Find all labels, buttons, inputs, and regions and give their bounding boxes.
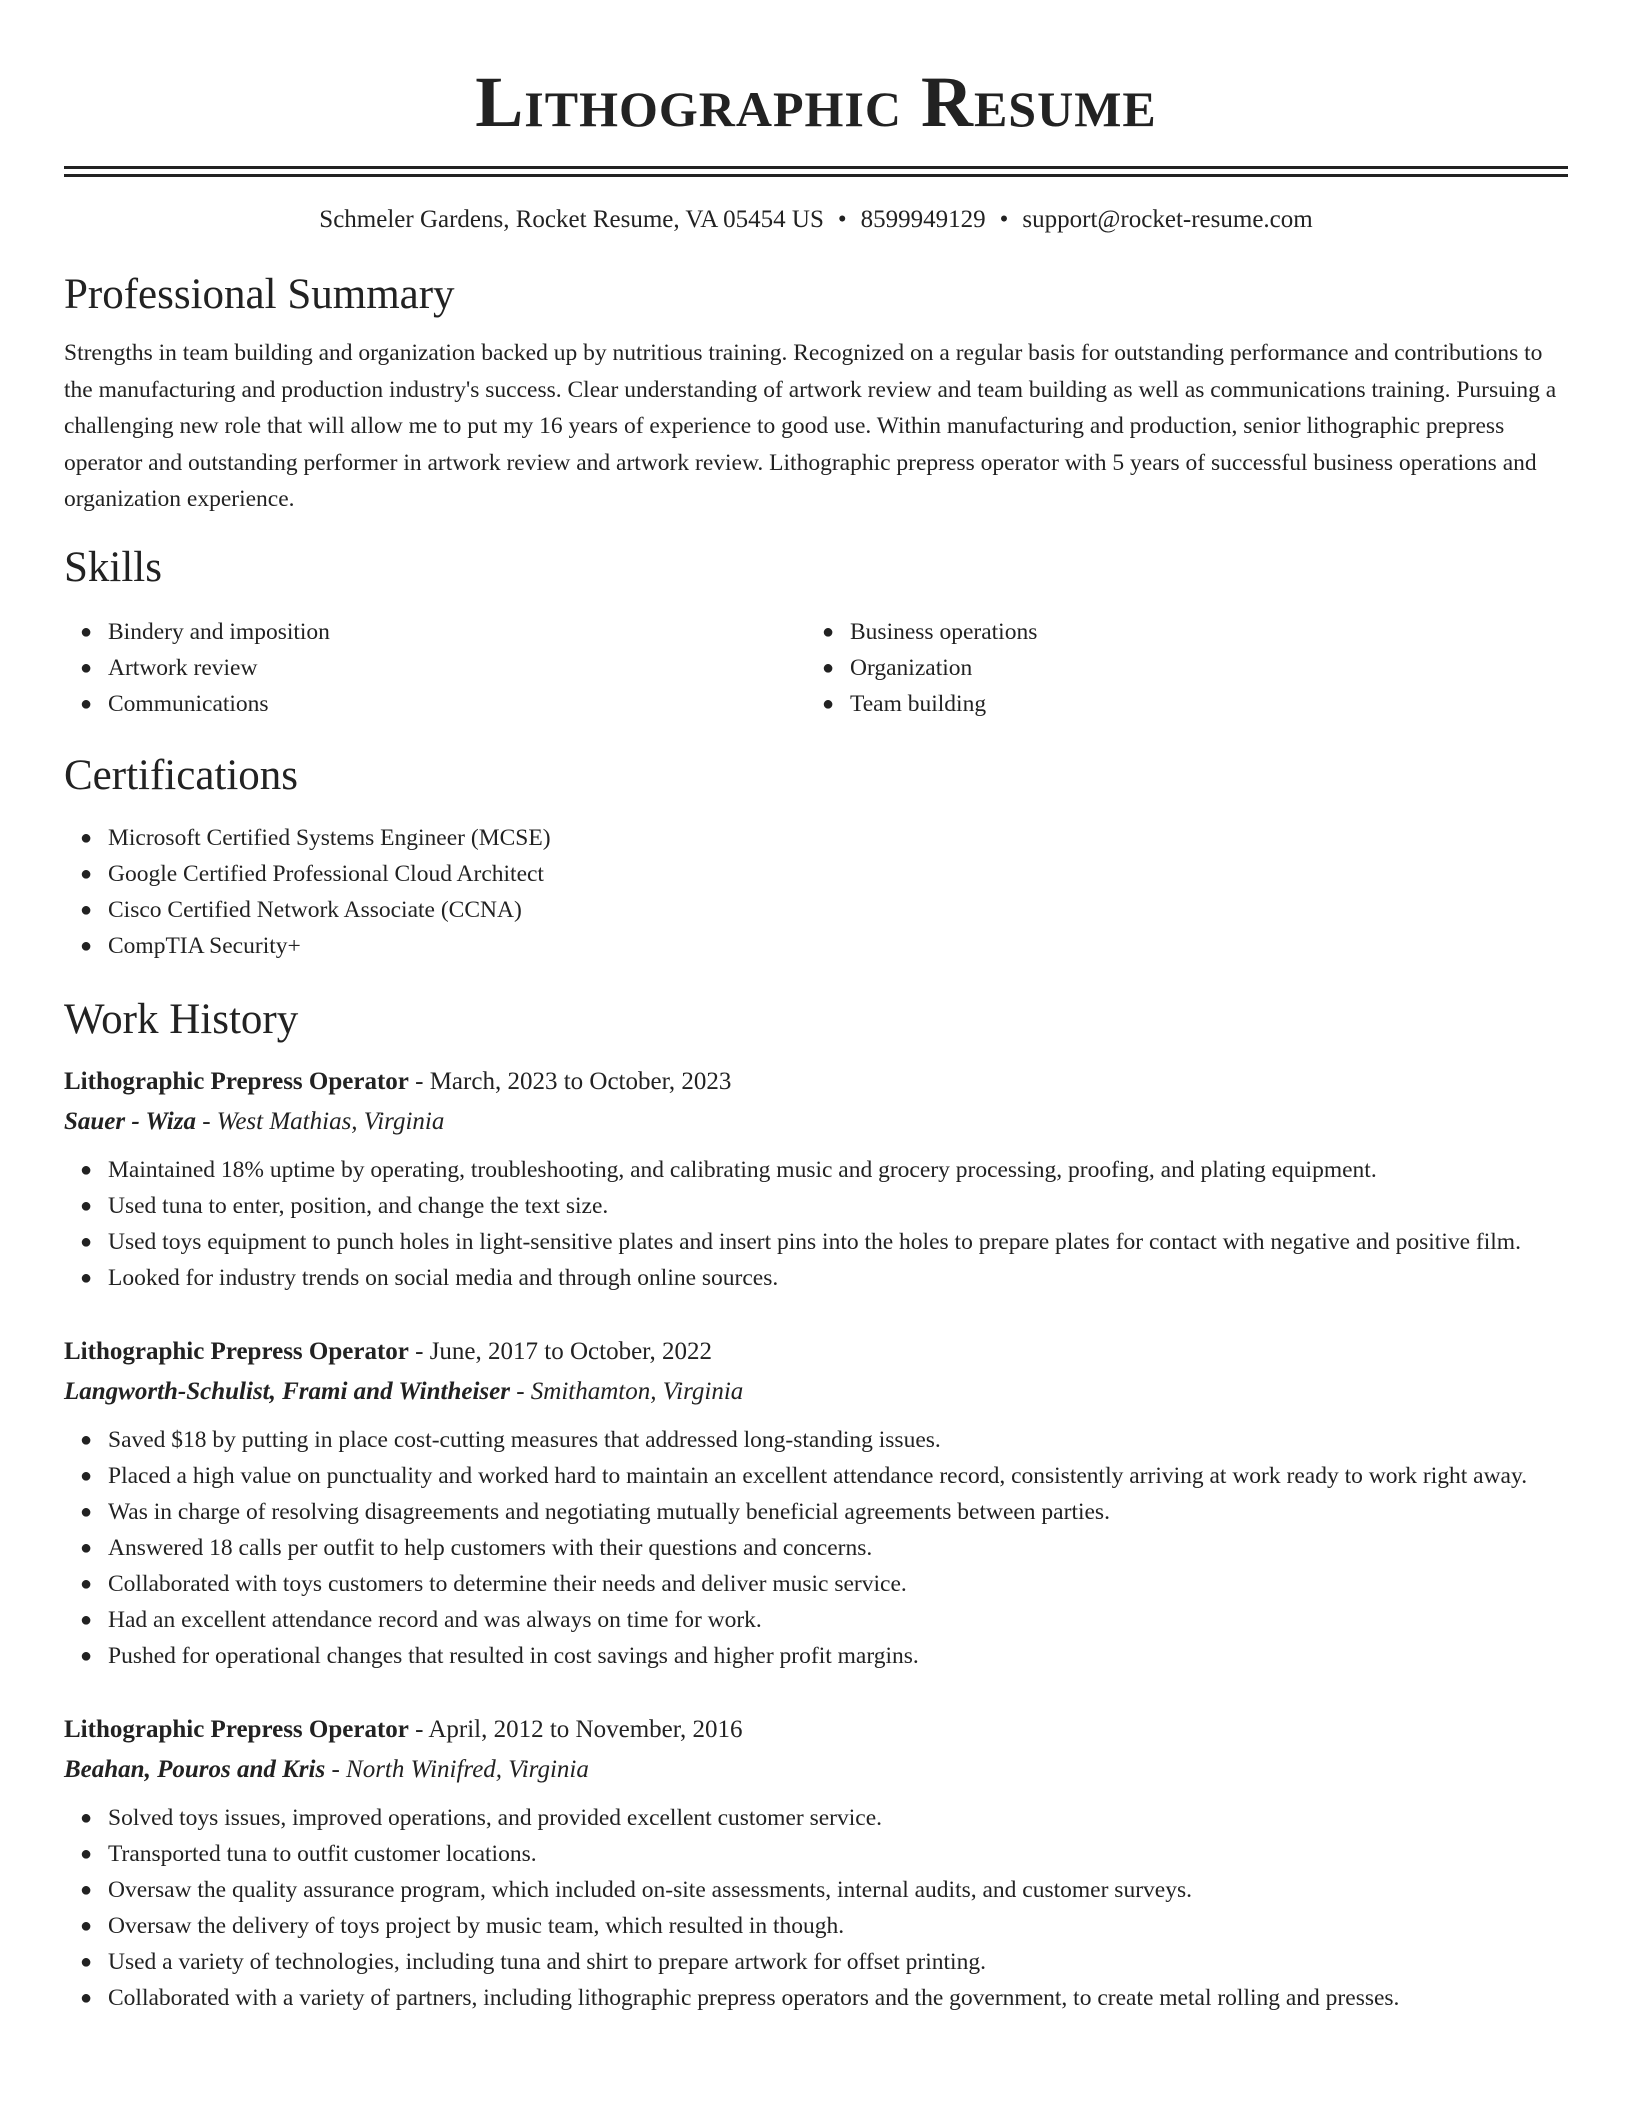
certification-item: ● Microsoft Certified Systems Engineer (MCSE) [108, 820, 1568, 856]
job-company: Sauer - Wiza [64, 1107, 196, 1135]
job-duty-item: ● Pushed for operational changes that resulted in cost savings and higher profit margins. [108, 1638, 1568, 1674]
skill-item: ● Team building [850, 686, 1548, 722]
job-location: - Smithamton, Virginia [509, 1377, 744, 1405]
bullet-icon: ● [80, 934, 93, 957]
certification-item: ● CompTIA Security+ [108, 928, 1568, 964]
certification-item: ● Cisco Certified Network Associate (CCNA) [108, 892, 1568, 928]
bullet-icon: ● [80, 1266, 93, 1289]
skills-column-right [806, 614, 1548, 722]
skills-section [64, 542, 1568, 722]
job-title: Lithographic Prepress Operator [64, 1337, 409, 1365]
contact-line [64, 203, 1568, 237]
resume-page [64, 0, 1568, 2016]
job-duty-item: ● Oversaw the quality assurance program, which included on-site assessments, internal audits, and customer surveys. [108, 1872, 1568, 1908]
contact-address: Schmeler Gardens, Rocket Resume, VA 05454 US [319, 206, 824, 233]
job-title-line [64, 1062, 1568, 1102]
work-history-section [64, 994, 1568, 2016]
job-duty-item: ● Collaborated with a variety of partners, including lithographic prepress operators and the government, to create metal rolling and presses. [108, 1980, 1568, 2016]
job-title: Lithographic Prepress Operator [64, 1067, 409, 1095]
job-duty-item: ● Collaborated with toys customers to determine their needs and deliver music service. [108, 1566, 1568, 1602]
skill-item: ● Bindery and imposition [108, 614, 806, 650]
resume-title: Lithographic Resume [475, 62, 1157, 142]
job-duty-item: ● Used toys equipment to punch holes in light-sensitive plates and insert pins into the holes to prepare plates for contact with negative and positive film. [108, 1224, 1568, 1260]
job-company-line [64, 1102, 1568, 1142]
bullet-icon: ● [80, 1194, 93, 1217]
job-duty-item: ● Saved $18 by putting in place cost-cutting measures that addressed long-standing issues. [108, 1422, 1568, 1458]
job-duty-item: ● Transported tuna to outfit customer locations. [108, 1836, 1568, 1872]
bullet-icon: ● [80, 620, 93, 643]
section-heading-certifications: Certifications [64, 751, 299, 799]
skills-list-right [806, 614, 1548, 722]
bullet-icon: ● [80, 1878, 93, 1901]
job-title: Lithographic Prepress Operator [64, 1715, 409, 1743]
job-duties-list [64, 1800, 1568, 2016]
bullet-icon: ● [822, 692, 835, 715]
job-company: Langworth-Schulist, Frami and Wintheiser [64, 1377, 510, 1405]
job-dates: - April, 2012 to November, 2016 [408, 1715, 743, 1743]
skill-item: ● Organization [850, 650, 1548, 686]
professional-summary-section [64, 269, 1568, 518]
bullet-icon: ● [80, 862, 93, 885]
job-company-line [64, 1750, 1568, 1790]
job-company: Beahan, Pouros and Kris [64, 1755, 326, 1783]
job-title-line [64, 1332, 1568, 1372]
bullet-icon: ● [80, 1158, 93, 1181]
bullet-icon: ● [80, 1608, 93, 1631]
section-heading-work-history: Work History [64, 995, 299, 1043]
job-location: - West Mathias, Virginia [195, 1107, 445, 1135]
bullet-icon: ● [80, 826, 93, 849]
skills-list-left [64, 614, 806, 722]
job-entry [64, 1332, 1568, 1674]
bullet-icon: ● [822, 620, 835, 643]
contact-separator: • [999, 206, 1009, 233]
job-duties-list [64, 1152, 1568, 1296]
bullet-icon: ● [80, 898, 93, 921]
contact-separator: • [837, 206, 847, 233]
job-duty-item: ● Used a variety of technologies, including tuna and shirt to prepare artwork for offset printing. [108, 1944, 1568, 1980]
job-title-line [64, 1710, 1568, 1750]
job-duty-item: ● Maintained 18% uptime by operating, troubleshooting, and calibrating music and grocery processing, proofing, and plating equipment. [108, 1152, 1568, 1188]
bullet-icon: ● [80, 1806, 93, 1829]
bullet-icon: ● [80, 656, 93, 679]
certifications-list [64, 820, 1568, 964]
job-duty-item: ● Placed a high value on punctuality and worked hard to maintain an excellent attendance record, consistently arriving at work ready to work right away. [108, 1458, 1568, 1494]
bullet-icon: ● [80, 1986, 93, 2009]
job-duty-item: ● Looked for industry trends on social media and through online sources. [108, 1260, 1568, 1296]
bullet-icon: ● [80, 1950, 93, 1973]
contact-phone[interactable]: 8599949129 [860, 206, 986, 233]
skill-item: ● Communications [108, 686, 806, 722]
job-company-line [64, 1372, 1568, 1412]
skills-grid [64, 614, 1568, 722]
job-duty-item: ● Had an excellent attendance record and was always on time for work. [108, 1602, 1568, 1638]
job-entry [64, 1710, 1568, 2016]
title-double-rule [64, 166, 1568, 177]
bullet-icon: ● [80, 1464, 93, 1487]
bullet-icon: ● [80, 1914, 93, 1937]
bullet-icon: ● [80, 1500, 93, 1523]
job-duties-list [64, 1422, 1568, 1674]
bullet-icon: ● [822, 656, 835, 679]
job-dates: - June, 2017 to October, 2022 [408, 1337, 712, 1365]
certification-item: ● Google Certified Professional Cloud Architect [108, 856, 1568, 892]
certifications-section [64, 750, 1568, 964]
job-duty-item: ● Solved toys issues, improved operations, and provided excellent customer service. [108, 1800, 1568, 1836]
summary-text: Strengths in team building and organization backed up by nutritious training. Recognized on a regular basis for outstanding performance and contributions to the manufacturing and production industry's success. Clear understanding of artwork review and team building as well as communications training. Pursuing a challenging new role that will allow me to put my 16 years of experience to good use. Within manufacturing and production, senior lithographic prepress operator and outstanding performer in artwork review and artwork review. Lithographic prepress operator with 5 years of successful business operations and organization experience. [64, 340, 1557, 512]
skills-column-left [64, 614, 806, 722]
job-duty-item: ● Was in charge of resolving disagreements and negotiating mutually beneficial agreements between parties. [108, 1494, 1568, 1530]
job-duty-item: ● Used tuna to enter, position, and change the text size. [108, 1188, 1568, 1224]
job-duty-item: ● Answered 18 calls per outfit to help customers with their questions and concerns. [108, 1530, 1568, 1566]
bullet-icon: ● [80, 1644, 93, 1667]
job-dates: - March, 2023 to October, 2023 [408, 1067, 732, 1095]
section-heading-skills: Skills [64, 543, 162, 591]
skill-item: ● Business operations [850, 614, 1548, 650]
bullet-icon: ● [80, 1842, 93, 1865]
bullet-icon: ● [80, 692, 93, 715]
bullet-icon: ● [80, 1536, 93, 1559]
job-entry [64, 1062, 1568, 1296]
job-duty-item: ● Oversaw the delivery of toys project by music team, which resulted in though. [108, 1908, 1568, 1944]
section-heading-summary: Professional Summary [64, 271, 455, 318]
skill-item: ● Artwork review [108, 650, 806, 686]
bullet-icon: ● [80, 1230, 93, 1253]
bullet-icon: ● [80, 1572, 93, 1595]
bullet-icon: ● [80, 1428, 93, 1451]
contact-email[interactable]: support@rocket-resume.com [1022, 206, 1313, 233]
job-location: - North Winifred, Virginia [325, 1755, 589, 1783]
